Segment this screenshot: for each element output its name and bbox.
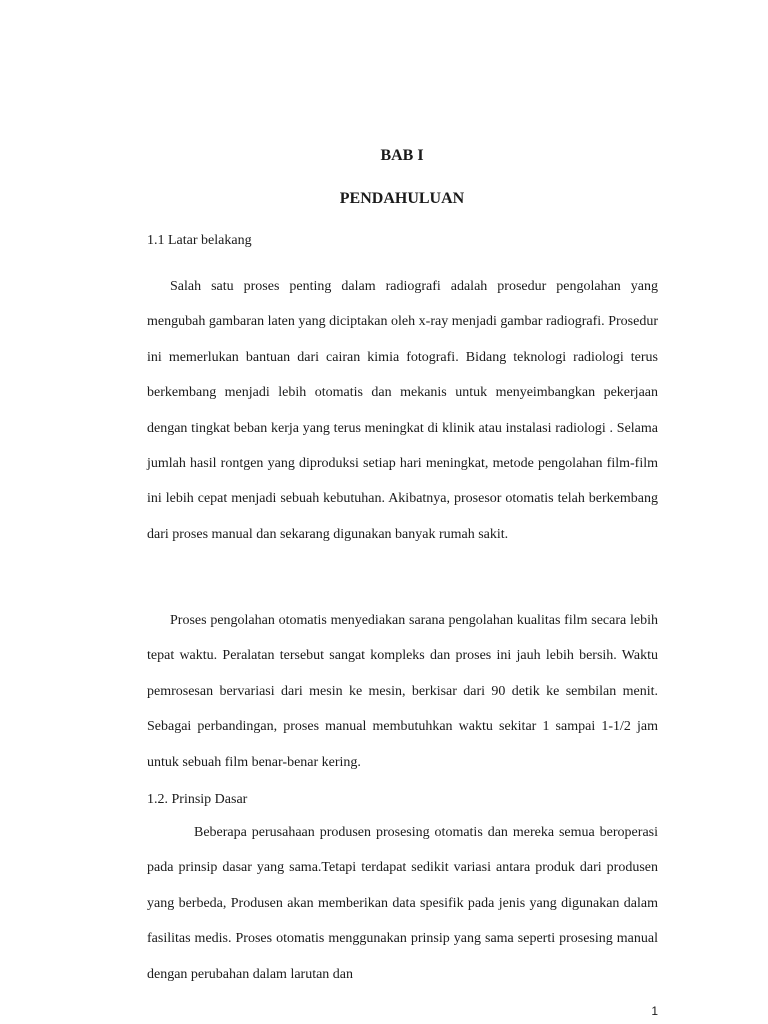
paragraph: Beberapa perusahaan produsen prosesing otomatis dan mereka semua beroperasi pada prinsip dasar yang sama.Tetapi terdapat sedikit variasi antara produk dari produsen yang berbeda, Produsen akan memberikan data spesifik pada jenis yang digunakan dalam fasilitas medis. Proses otomatis menggunakan prinsip yang sama seperti prosesing manual dengan perubahan dalam larutan dan [147, 825, 658, 982]
section-heading-latar-belakang: 1.1 Latar belakang [147, 233, 252, 248]
chapter-heading: BAB I [380, 147, 424, 164]
paragraph: Salah satu proses penting dalam radiografi adalah prosedur pengolahan yang mengubah gambaran laten yang diciptakan oleh x-ray menjadi gambar radiografi. Prosedur ini memerlukan bantuan dari cairan kimia fotografi. Bidang teknologi radiologi terus berkembang menjadi lebih otomatis dan mekanis untuk menyeimbangkan pekerjaan dengan tingkat beban kerja yang terus meningkat di klinik atau instalasi radiologi . Selama jumlah hasil rontgen yang diproduksi setiap hari meningkat, metode pengolahan film-film ini lebih cepat menjadi sebuah kebutuhan. Akibatnya, prosesor otomatis telah berkembang dari proses manual dan sekarang digunakan banyak rumah sakit. [147, 279, 658, 542]
chapter-title: PENDAHULUAN [339, 190, 465, 207]
paragraph: Proses pengolahan otomatis menyediakan sarana pengolahan kualitas film secara lebih tepat waktu. Peralatan tersebut sangat kompleks dan proses ini jauh lebih bersih. Waktu pemrosesan bervariasi dari mesin ke mesin, berkisar dari 90 detik ke sembilan menit. Sebagai perbandingan, proses manual membutuhkan waktu sekitar 1 sampai 1-1/2 jam untuk sebuah film benar-benar kering. [147, 613, 658, 770]
page-number: 1 [651, 1004, 658, 1018]
section-heading-prinsip-dasar: 1.2. Prinsip Dasar [147, 792, 248, 807]
